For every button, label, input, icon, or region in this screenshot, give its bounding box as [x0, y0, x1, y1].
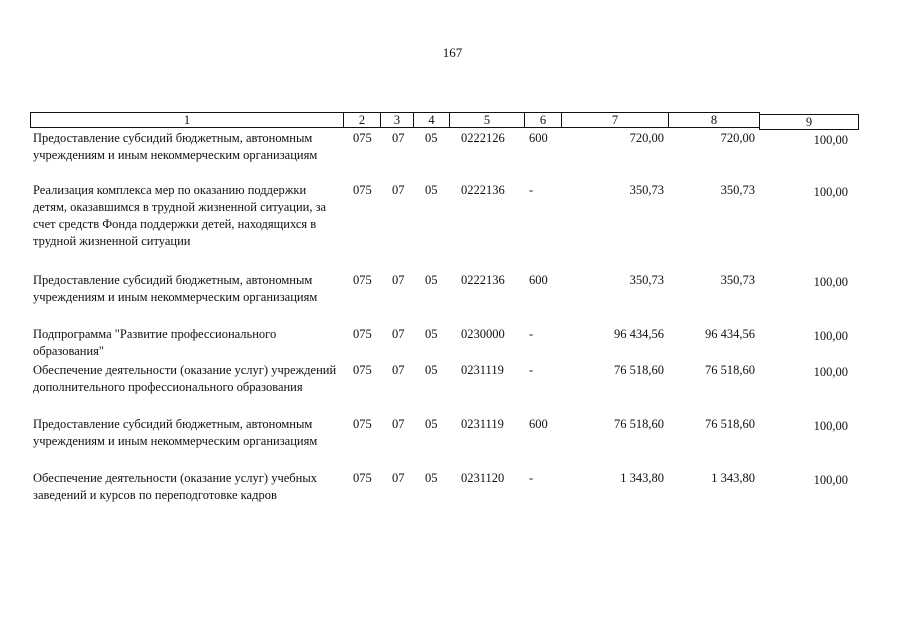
header-col-6: 6 [524, 112, 562, 128]
row-col-5: 0222136 [461, 273, 505, 287]
row-col-6: 600 [529, 273, 548, 287]
header-col-4: 4 [413, 112, 450, 128]
row-col-9: 100,00 [813, 419, 848, 433]
header-col-5: 5 [449, 112, 525, 128]
row-col-3: 07 [392, 327, 405, 341]
row-col-4: 05 [425, 183, 438, 197]
row-col-2: 075 [353, 363, 372, 377]
row-col-9: 100,00 [813, 275, 848, 289]
row-col-3: 07 [392, 273, 405, 287]
row-col-2: 075 [353, 417, 372, 431]
row-col-2: 075 [353, 131, 372, 145]
row-col-5: 0222126 [461, 131, 505, 145]
row-col-6: - [529, 363, 534, 377]
row-name: Обеспечение деятельности (оказание услуг) учебных заведений и курсов по переподготовке кадров [33, 471, 317, 502]
row-col-3: 07 [392, 363, 405, 377]
row-col-4: 05 [425, 471, 438, 485]
header-col-1: 1 [30, 112, 344, 128]
row-col-4: 05 [425, 327, 438, 341]
row-col-5: 0231119 [461, 417, 504, 431]
row-col-6: - [529, 471, 534, 485]
row-name: Обеспечение деятельности (оказание услуг) учреждений дополнительного профессионального образования [33, 363, 337, 394]
row-col-8: 1 343,80 [711, 471, 755, 485]
row-col-7: 76 518,60 [614, 363, 664, 377]
row-col-6: 600 [529, 417, 548, 431]
row-col-6: 600 [529, 131, 548, 145]
row-col-8: 76 518,60 [705, 417, 755, 431]
row-col-7: 720,00 [629, 131, 664, 145]
row-col-2: 075 [353, 327, 372, 341]
row-name: Предоставление субсидий бюджетным, автономным учреждениям и иным некоммерческим организациям [33, 417, 318, 448]
row-col-4: 05 [425, 131, 438, 145]
row-col-6: - [529, 183, 534, 197]
row-col-7: 1 343,80 [620, 471, 664, 485]
table-header [30, 112, 858, 128]
row-col-4: 05 [425, 273, 438, 287]
row-col-2: 075 [353, 471, 372, 485]
row-col-4: 05 [425, 363, 438, 377]
row-col-3: 07 [392, 471, 405, 485]
header-col-8: 8 [668, 112, 760, 128]
row-col-2: 075 [353, 183, 372, 197]
row-name: Предоставление субсидий бюджетным, автономным учреждениям и иным некоммерческим организациям [33, 273, 318, 304]
row-col-9: 100,00 [813, 473, 848, 487]
header-col-3: 3 [380, 112, 414, 128]
row-col-7: 350,73 [629, 183, 664, 197]
row-col-3: 07 [392, 417, 405, 431]
row-col-7: 96 434,56 [614, 327, 664, 341]
row-name: Реализация комплекса мер по оказанию поддержки детям, оказавшимся в трудной жизненной ситуации, за счет средств Фонда поддержки детей, находящихся в трудной жизненной ситуации [33, 183, 327, 248]
row-col-7: 76 518,60 [614, 417, 664, 431]
row-col-8: 350,73 [720, 183, 755, 197]
row-col-8: 76 518,60 [705, 363, 755, 377]
row-col-9: 100,00 [813, 329, 848, 343]
row-col-8: 350,73 [720, 273, 755, 287]
row-name: Подпрограмма "Развитие профессионального образования" [33, 327, 277, 358]
row-col-8: 96 434,56 [705, 327, 755, 341]
row-col-5: 0222136 [461, 183, 505, 197]
row-col-9: 100,00 [813, 365, 848, 379]
page-number: 167 [442, 45, 463, 60]
row-col-9: 100,00 [813, 185, 848, 199]
row-col-4: 05 [425, 417, 438, 431]
row-col-5: 0231120 [461, 471, 505, 485]
row-name: Предоставление субсидий бюджетным, автономным учреждениям и иным некоммерческим организациям [33, 131, 318, 162]
header-col-7: 7 [561, 112, 669, 128]
row-col-2: 075 [353, 273, 372, 287]
row-col-3: 07 [392, 131, 405, 145]
row-col-5: 0230000 [461, 327, 505, 341]
row-col-3: 07 [392, 183, 405, 197]
row-col-9: 100,00 [813, 133, 848, 147]
row-col-5: 0231119 [461, 363, 504, 377]
row-col-6: - [529, 327, 534, 341]
row-col-8: 720,00 [720, 131, 755, 145]
row-col-7: 350,73 [629, 273, 664, 287]
header-col-2: 2 [343, 112, 381, 128]
header-col-9: 9 [759, 114, 859, 130]
